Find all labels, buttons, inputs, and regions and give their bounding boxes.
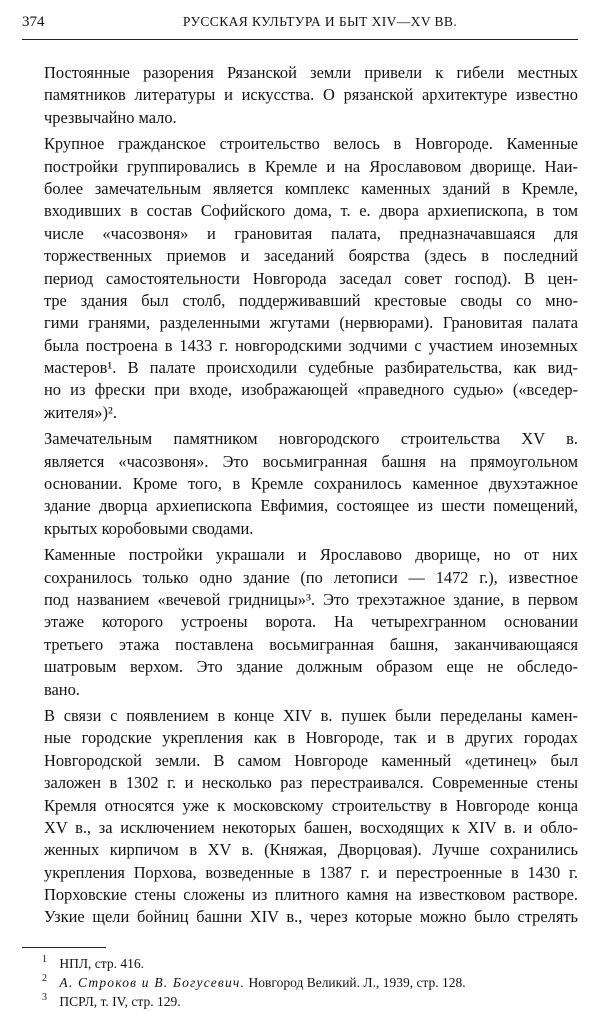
text-line: заложен в 1302 г. и несколько раз перестраивался. Современные стены — [44, 773, 578, 793]
running-head — [22, 14, 578, 40]
footnotes — [22, 954, 578, 1011]
text-line: памятников литературы и искусства. О рязанской архитектуре известно — [44, 85, 578, 105]
text-line: Замечательным памятником новгородского строительства XV в. — [44, 429, 578, 449]
text-line: В связи с появлением в конце XIV в. пушек были переделаны камен- — [44, 705, 578, 725]
text-line: постройки группировались в Кремле и на Ярославовом дворище. Наи- — [44, 156, 578, 176]
footnote: 3 ПСРЛ, т. IV, стр. 129. — [42, 992, 181, 1009]
text-line: жителя»)². — [44, 402, 117, 422]
text-line: мастеров¹. В палате происходили судебные разбирательства, как вид- — [44, 358, 578, 378]
text-line: третьего этажа поставлена восьмигранная башня, заканчивающаяся — [44, 634, 578, 654]
footnote-text: ПСРЛ, т. IV, стр. 129. — [59, 993, 181, 1009]
text-line: Узкие щели бойниц башни XIV в., через которые можно было стрелять — [44, 907, 578, 927]
paragraph — [22, 544, 578, 701]
text-line: основании. Кроме того, в Кремле сохранилось каменное двухэтажное — [44, 474, 578, 494]
text-line: Постоянные разорения Рязанской земли привели к гибели местных — [44, 63, 578, 82]
text-line: Новгородской земли. В самом Новгороде каменный «детинец» был — [44, 750, 578, 770]
paragraph — [22, 705, 578, 929]
text-line: тре здания был столб, поддерживавший крестовые своды со мно- — [44, 290, 578, 310]
footnote: 2 А. Строков и В. Богусевич. Новгород Великий. Л., 1939, стр. 128. — [42, 973, 466, 990]
footnote-text: Новгород Великий. Л., 1939, стр. 128. — [248, 974, 466, 990]
text-line: входивших в состав Софийского дома, т. е. двора архиепископа, в том — [44, 201, 578, 221]
text-line: Каменные постройки украшали и Ярославово дворище, но от них — [44, 545, 578, 565]
text-line: была построена в 1433 г. новгородскими зодчими с участием иноземных — [44, 335, 578, 355]
text-line: более замечательным является комплекс каменных зданий в Кремле, — [44, 178, 578, 198]
text-line: является «часозвоня». Это восьмигранная башня на прямоугольном — [44, 451, 578, 471]
text-line: здание дворца архиепископа Евфимия, состоящее из шести помещений, — [44, 496, 578, 516]
footnote-divider — [22, 947, 106, 948]
text-line: период самостоятельности Новгорода заседал совет господ). В цен- — [44, 268, 578, 288]
paragraph — [22, 133, 578, 424]
footnote-authors: А. Строков и В. Богусевич. — [59, 974, 246, 990]
body-text — [22, 62, 578, 929]
footnote: 1 НПЛ, стр. 416. — [42, 954, 144, 971]
text-line: сохранилось только одно здание (по летописи — 1472 г.), известное — [44, 567, 578, 587]
paragraph — [22, 428, 578, 540]
text-line: но из фрески при входе, изображающей «праведного судью» («вседер- — [44, 380, 578, 400]
text-line: гими гранями, разделенными жгутами (нервюрами). Грановитая палата — [44, 313, 578, 333]
footnote-text: НПЛ, стр. 416. — [59, 955, 144, 971]
paragraph — [22, 62, 578, 129]
text-line: этаже которого устроены ворота. На четырехгранном основании — [44, 612, 578, 632]
running-title: РУССКАЯ КУЛЬТУРА И БЫТ XIV—XV ВВ. — [182, 14, 458, 29]
text-line: Порховские стены сложены из плитного камня на известковом растворе. — [44, 885, 578, 905]
book-page — [22, 14, 578, 1011]
page-number: 374 — [22, 14, 45, 30]
text-line: торжественных приемов и заседаний боярства (здесь в последний — [44, 246, 578, 266]
text-line: женных кирпичом в XV в. (Княжая, Дворцовая). Лучше сохранились — [44, 840, 578, 860]
text-line: шатровым верхом. Это здание должным образом еще не обследо- — [44, 657, 578, 677]
text-line: ные городские укрепления как в Новгороде, так и в других городах — [44, 728, 578, 748]
text-line: чрезвычайно мало. — [44, 107, 177, 127]
text-line: под названием «вечевой гридницы»³. Это трехэтажное здание, в первом — [44, 589, 578, 609]
text-line: XV в., за исключением некоторых башен, восходящих к XIV в. и обло- — [44, 817, 578, 837]
text-line: Крупное гражданское строительство велось в Новгороде. Каменные — [44, 134, 578, 154]
text-line: вано. — [44, 679, 80, 699]
text-line: крытых коробовыми сводами. — [44, 518, 254, 538]
text-line: укрепления Порхова, возведенные в 1387 г. и перестроенные в 1430 г. — [44, 862, 578, 882]
text-line: Кремля относятся уже к московскому строительству в Новгороде конца — [44, 795, 578, 815]
text-line: числе «часозвоня» и грановитая палата, предназначавшаяся для — [44, 223, 578, 243]
